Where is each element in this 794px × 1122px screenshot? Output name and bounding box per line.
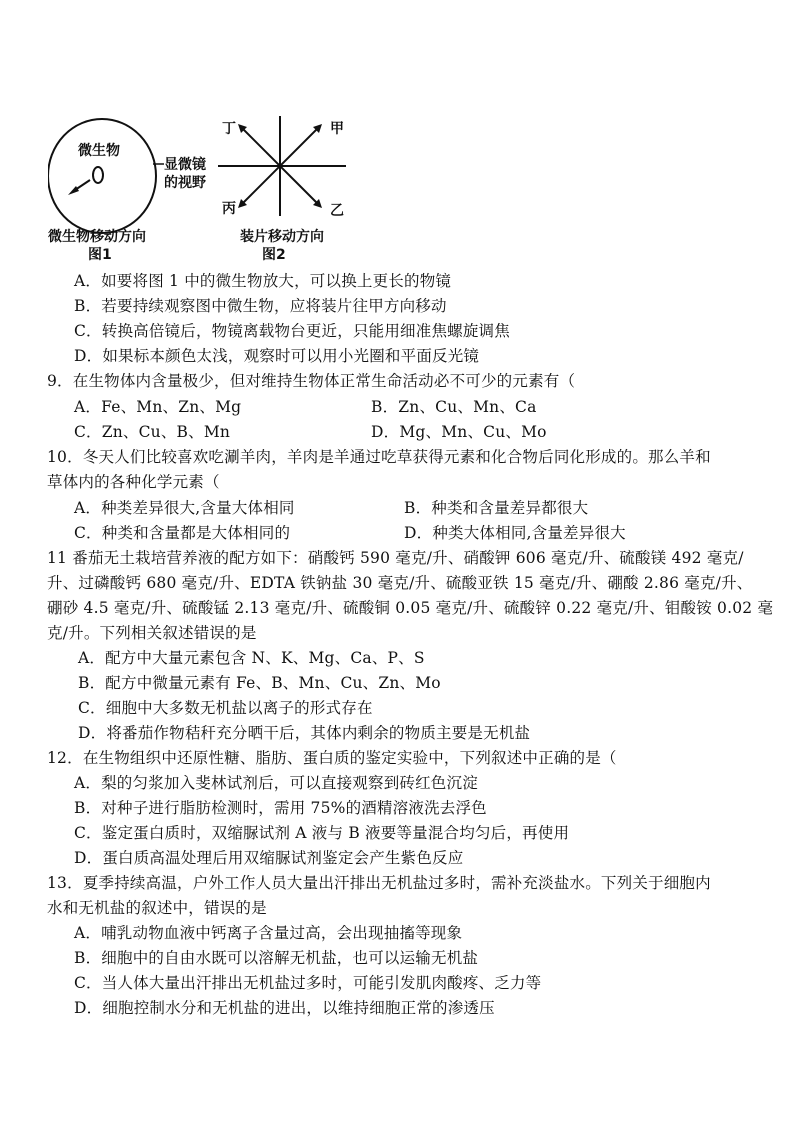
q8-option-c: C．转换高倍镜后，物镜离载物台更近，只能用细准焦螺旋调焦	[74, 322, 510, 340]
q13-stem-line2: 水和无机盐的叙述中，错误的是	[47, 899, 267, 917]
label-ding: 丁	[222, 121, 236, 137]
microscope-label-1: 显微镜	[164, 157, 206, 173]
q10-option-b: B．种类和含量差异都很大	[404, 499, 589, 517]
microorganism-shape	[93, 167, 103, 183]
q11-stem-line2: 升、过磷酸钙 680 毫克/升、EDTA 铁钠盐 30 毫克/升、硫酸亚铁 15 毫克/升、硼酸 2.86 毫克/升、	[47, 574, 753, 592]
q13-option-c: C．当人体大量出汗排出无机盐过多时，可能引发肌肉酸疼、乏力等	[74, 974, 542, 992]
microscope-label-2: 的视野	[164, 175, 206, 191]
q11-stem-line3: 硼砂 4.5 毫克/升、硫酸锰 2.13 毫克/升、硫酸铜 0.05 毫克/升、硫酸锌 0.22 毫克/升、钼酸铵 0.02 毫	[47, 599, 774, 617]
label-yi: 乙	[330, 203, 344, 219]
q8-option-d: D．如果标本颜色太浅，观察时可以用小光圈和平面反光镜	[74, 347, 480, 365]
q9-option-c: C．Zn、Cu、B、Mn	[74, 423, 231, 441]
figure-1	[48, 118, 228, 263]
q12-option-d: D．蛋白质高温处理后用双缩脲试剂鉴定会产生紫色反应	[74, 849, 464, 867]
q10-stem-line1: 10．冬天人们比较喜欢吃涮羊肉，羊肉是羊通过吃草获得元素和化合物后同化形成的。那么羊和	[47, 448, 711, 466]
q10-stem-line2: 草体内的各种化学元素（	[47, 473, 220, 491]
q11-stem-line1: 11 番茄无土栽培营养液的配方如下：硝酸钙 590 毫克/升、硝酸钾 606 毫克/升、硫酸镁 492 毫克/	[47, 549, 744, 567]
q13-stem-line1: 13．夏季持续高温，户外工作人员大量出汗排出无机盐过多时，需补充淡盐水。下列关于细胞内	[47, 874, 711, 892]
q13-option-a: A．哺乳动物血液中钙离子含量过高，会出现抽搐等现象	[74, 924, 463, 942]
q9-option-b: B．Zn、Cu、Mn、Ca	[371, 398, 537, 416]
q12-option-a: A．梨的匀浆加入斐林试剂后，可以直接观察到砖红色沉淀	[74, 774, 478, 792]
q13-option-d: D．细胞控制水分和无机盐的进出，以维持细胞正常的渗透压	[74, 999, 495, 1017]
q8-option-b: B．若要持续观察图中微生物，应将装片往甲方向移动	[74, 297, 447, 315]
q9-option-a: A．Fe、Mn、Zn、Mg	[74, 398, 242, 416]
microbe-label: 微生物	[78, 143, 120, 159]
figure-1-number: 图1	[88, 247, 112, 263]
q11-stem-line4: 克/升。下列相关叙述错误的是	[47, 624, 257, 642]
q9-stem: 9．在生物体内含量极少，但对维持生物体正常生命活动必不可少的元素有（	[47, 372, 576, 390]
q9-option-d: D．Mg、Mn、Cu、Mo	[371, 423, 547, 441]
q11-option-a: A．配方中大量元素包含 N、K、Mg、Ca、P、S	[78, 649, 425, 667]
label-jia: 甲	[330, 121, 344, 137]
figure-1-caption: 微生物移动方向	[48, 229, 146, 245]
q11-option-c: C．细胞中大多数无机盐以离子的形式存在	[78, 699, 373, 717]
q10-option-d: D．种类大体相同,含量差异很大	[404, 524, 626, 542]
figure-2-caption: 装片移动方向	[240, 229, 324, 245]
q10-option-c: C．种类和含量都是大体相同的	[74, 524, 291, 542]
q11-option-d: D．将番茄作物秸秆充分晒干后，其体内剩余的物质主要是无机盐	[78, 724, 531, 742]
q8-option-a: A．如要将图 1 中的微生物放大，可以换上更长的物镜	[74, 272, 452, 290]
q12-option-c: C．鉴定蛋白质时，双缩脲试剂 A 液与 B 液要等量混合均匀后，再使用	[74, 824, 570, 842]
q11-option-b: B．配方中微量元素有 Fe、B、Mn、Cu、Zn、Mo	[78, 674, 441, 692]
figure-2-number: 图2	[262, 247, 286, 263]
label-bing: 丙	[222, 201, 236, 217]
q12-stem: 12．在生物组织中还原性糖、脂肪、蛋白质的鉴定实验中，下列叙述中正确的是（	[47, 749, 617, 767]
q12-option-b: B．对种子进行脂肪检测时，需用 75%的酒精溶液洗去浮色	[74, 799, 487, 817]
q10-option-a: A．种类差异很大,含量大体相同	[74, 499, 295, 517]
q13-option-b: B．细胞中的自由水既可以溶解无机盐，也可以运输无机盐	[74, 949, 479, 967]
figure-2	[210, 112, 370, 263]
